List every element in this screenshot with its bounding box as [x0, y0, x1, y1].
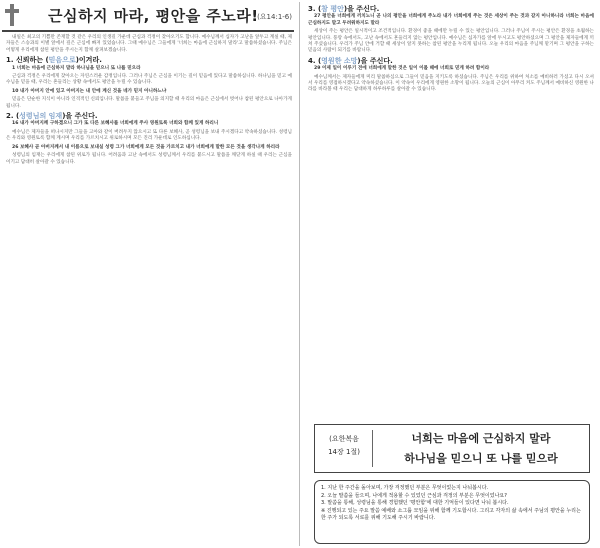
section-1-text-2: 믿음은 단순한 지식이 아니라 인격적인 신뢰입니다. 말씀을 붙들고 주님을 의지할 때 우리의 마음은 근심에서 벗어나 참된 평안으로 나아가게 됩니다.	[6, 97, 292, 109]
intro-text: 내일은 최고의 기쁨만 존재할 것 같은 우리의 인생길 가운데 근심과 걱정이 찾아오기도 합니다. 예수님께서 십자가 고난을 앞두고 계실 때, 제자들은 스승과의 이별 앞에서 깊은 근심에 빠져 있었습니다. 그때 예수님은 그들에게 '너희는 마음에 근심하지 말라'고 말씀하셨습니다. 주님은 어떻게 우리에게 참된 평안을 주시는지 함께 살펴보겠습니다.	[6, 35, 292, 53]
question-item: 2. 오늘 말씀을 들으며, 나에게 적용할 수 있었던 근심과 걱정의 부분은 무엇이었나요?	[321, 492, 507, 499]
section-3-verse: 27 평안을 너희에게 끼치노니 곧 나의 평안을 너희에게 주노라 내가 너희에게 주는 것은 세상이 주는 것과 같지 아니하니라 너희는 마음에 근심하지도 말고 두려워하지도 말라	[308, 14, 594, 26]
section-2-heading: 2. (성령님의 임재)을 주신다.	[6, 112, 98, 121]
section-1-verse-2: 10 내가 아버지 안에 있고 아버지는 내 안에 계신 것을 네가 믿지 아니하느냐	[12, 88, 167, 94]
section-4-verse: 29 이제 일이 이루기 전에 너희에게 말한 것은 일이 이룰 때에 너희로 믿게 하려 함이라	[314, 66, 490, 72]
column-divider	[299, 2, 300, 546]
section-2-text: 예수님은 제자들을 떠나시지만 그들을 고아와 같이 버려두지 않으시고 또 다른 보혜사, 곧 성령님을 보내 주시겠다고 약속하셨습니다. 성령님은 우리와 영원토록 함께 계시며 우리를 가르치시고 위로하시며 모든 진리 가운데로 인도하십니다.	[6, 129, 292, 142]
section-4-keyword: 영원한 소망	[321, 56, 358, 65]
memory-verse-line-2: 하나님을 믿으니 또 나를 믿으라	[404, 452, 558, 465]
right-column	[302, 0, 600, 548]
header	[2, 2, 294, 32]
question-list	[319, 485, 585, 523]
cross-icon	[5, 4, 19, 26]
section-3-heading: 3. (참 평안)을 주신다.	[308, 5, 380, 13]
section-2-verse: 16 내가 아버지께 구하겠으니 그가 또 다른 보혜사를 너희에게 주사 영원토록 너희와 함께 있게 하리니	[12, 121, 219, 127]
section-4-heading: 4. (영원한 소망)을 주신다.	[308, 56, 393, 65]
right-body	[308, 6, 594, 94]
section-2-verse-2: 26 보혜사 곧 아버지께서 내 이름으로 보내실 성령 그가 너희에게 모든 것을 가르치고 내가 너희에게 말한 모든 것을 생각나게 하리라	[12, 144, 280, 150]
section-4-text: 예수님께서는 제자들에게 미리 말씀하심으로 그들이 믿음을 지키도록 하셨습니다. 주님은 우리를 위하여 처소를 예비하러 가셨고 다시 오셔서 우리를 영접하시겠다고 약속하셨습니다. 이 약속이 우리에게 영원한 소망이 됩니다. 오늘의 근심이 아무리 커도 주님께서 예비하신 영원한 나라를 바라볼 때 우리는 담대하게 하루하루를 살아갈 수 있습니다.	[308, 74, 594, 93]
memory-verse-label	[321, 433, 367, 459]
left-body	[6, 35, 292, 166]
memory-verse-line-1: 너희는 마음에 근심하지 말라	[411, 432, 551, 445]
section-3-keyword: 참 평안	[321, 5, 344, 13]
section-1-verse: 1 너희는 마음에 근심하지 말라 하나님을 믿으니 또 나를 믿으라	[12, 65, 141, 71]
page-title: 근심하지 마라, 평안을 주노라!	[48, 7, 259, 25]
left-column	[0, 0, 298, 548]
prayer-note: ※ 진행되고 있는 주요 말씀 예배와 소그룹 모임을 위해 함께 기도합시다. 그리고 각자의 삶 속에서 주님의 평안을 누리는 한 주가 되도록 서로를 위해 기도해 주시기 바랍니다.	[321, 507, 581, 522]
scripture-reference: (요14:1-6)	[257, 13, 292, 21]
discussion-questions-box	[314, 480, 590, 544]
section-1-text: 근심과 걱정은 우리에게 찾아오는 자연스러운 감정입니다. 그러나 주님은 근심을 이기는 길이 믿음에 있다고 말씀하십니다. 하나님을 믿고 예수님을 믿을 때, 우리는 흔들리는 상황 속에서도 평안을 누릴 수 있습니다.	[6, 74, 292, 86]
label-chapter: 14장 1절)	[328, 448, 360, 456]
question-item: 1. 지난 한 주간을 돌아보며, 가장 걱정했던 부분은 무엇이었는지 나눠봅시다.	[321, 485, 489, 491]
section-1-heading: 1. 신뢰하는 (믿음으로)이겨라.	[6, 56, 102, 65]
memory-verse-text	[373, 429, 589, 469]
memory-verse-box	[314, 424, 590, 473]
question-item: 3. 말씀을 통해, 성령님을 통해 경험했던 '평안함'에 대한 기억들이 있다면 나눠 봅시다.	[321, 500, 509, 507]
section-3-text: 세상이 주는 평안은 일시적이고 조건적입니다. 환경이 좋을 때에만 누릴 수 있는 평안입니다. 그러나 주님이 주시는 평안은 환경을 초월하는 평안입니다. 풍랑 속에서도, 고난 속에서도 흔들리지 않는 평안입니다. 예수님은 십자가를 앞에 두시고도 평안하셨으며 그 평안을 제자들에게 끼쳐 주셨습니다. 우리가 주님 안에 거할 때 세상이 알지 못하는 참된 평안을 누리게 됩니다. 오늘 우리의 마음을 주님께 맡기며 그 평안을 구하는 믿음의 사람이 되기를 바랍니다.	[308, 29, 594, 54]
section-2-text-2: 성령님의 임재는 우리에게 참된 위로가 됩니다. 어려움과 고난 속에서도 성령님께서 우리를 붙드시고 말씀을 깨닫게 하실 때 우리는 근심을 이기고 담대히 살아갈 수 있습니다.	[6, 153, 292, 165]
section-1-keyword: 믿음으로	[48, 56, 76, 65]
section-2-keyword: 성령님의 임재	[19, 112, 63, 121]
label-book: (요한복음	[329, 435, 359, 443]
